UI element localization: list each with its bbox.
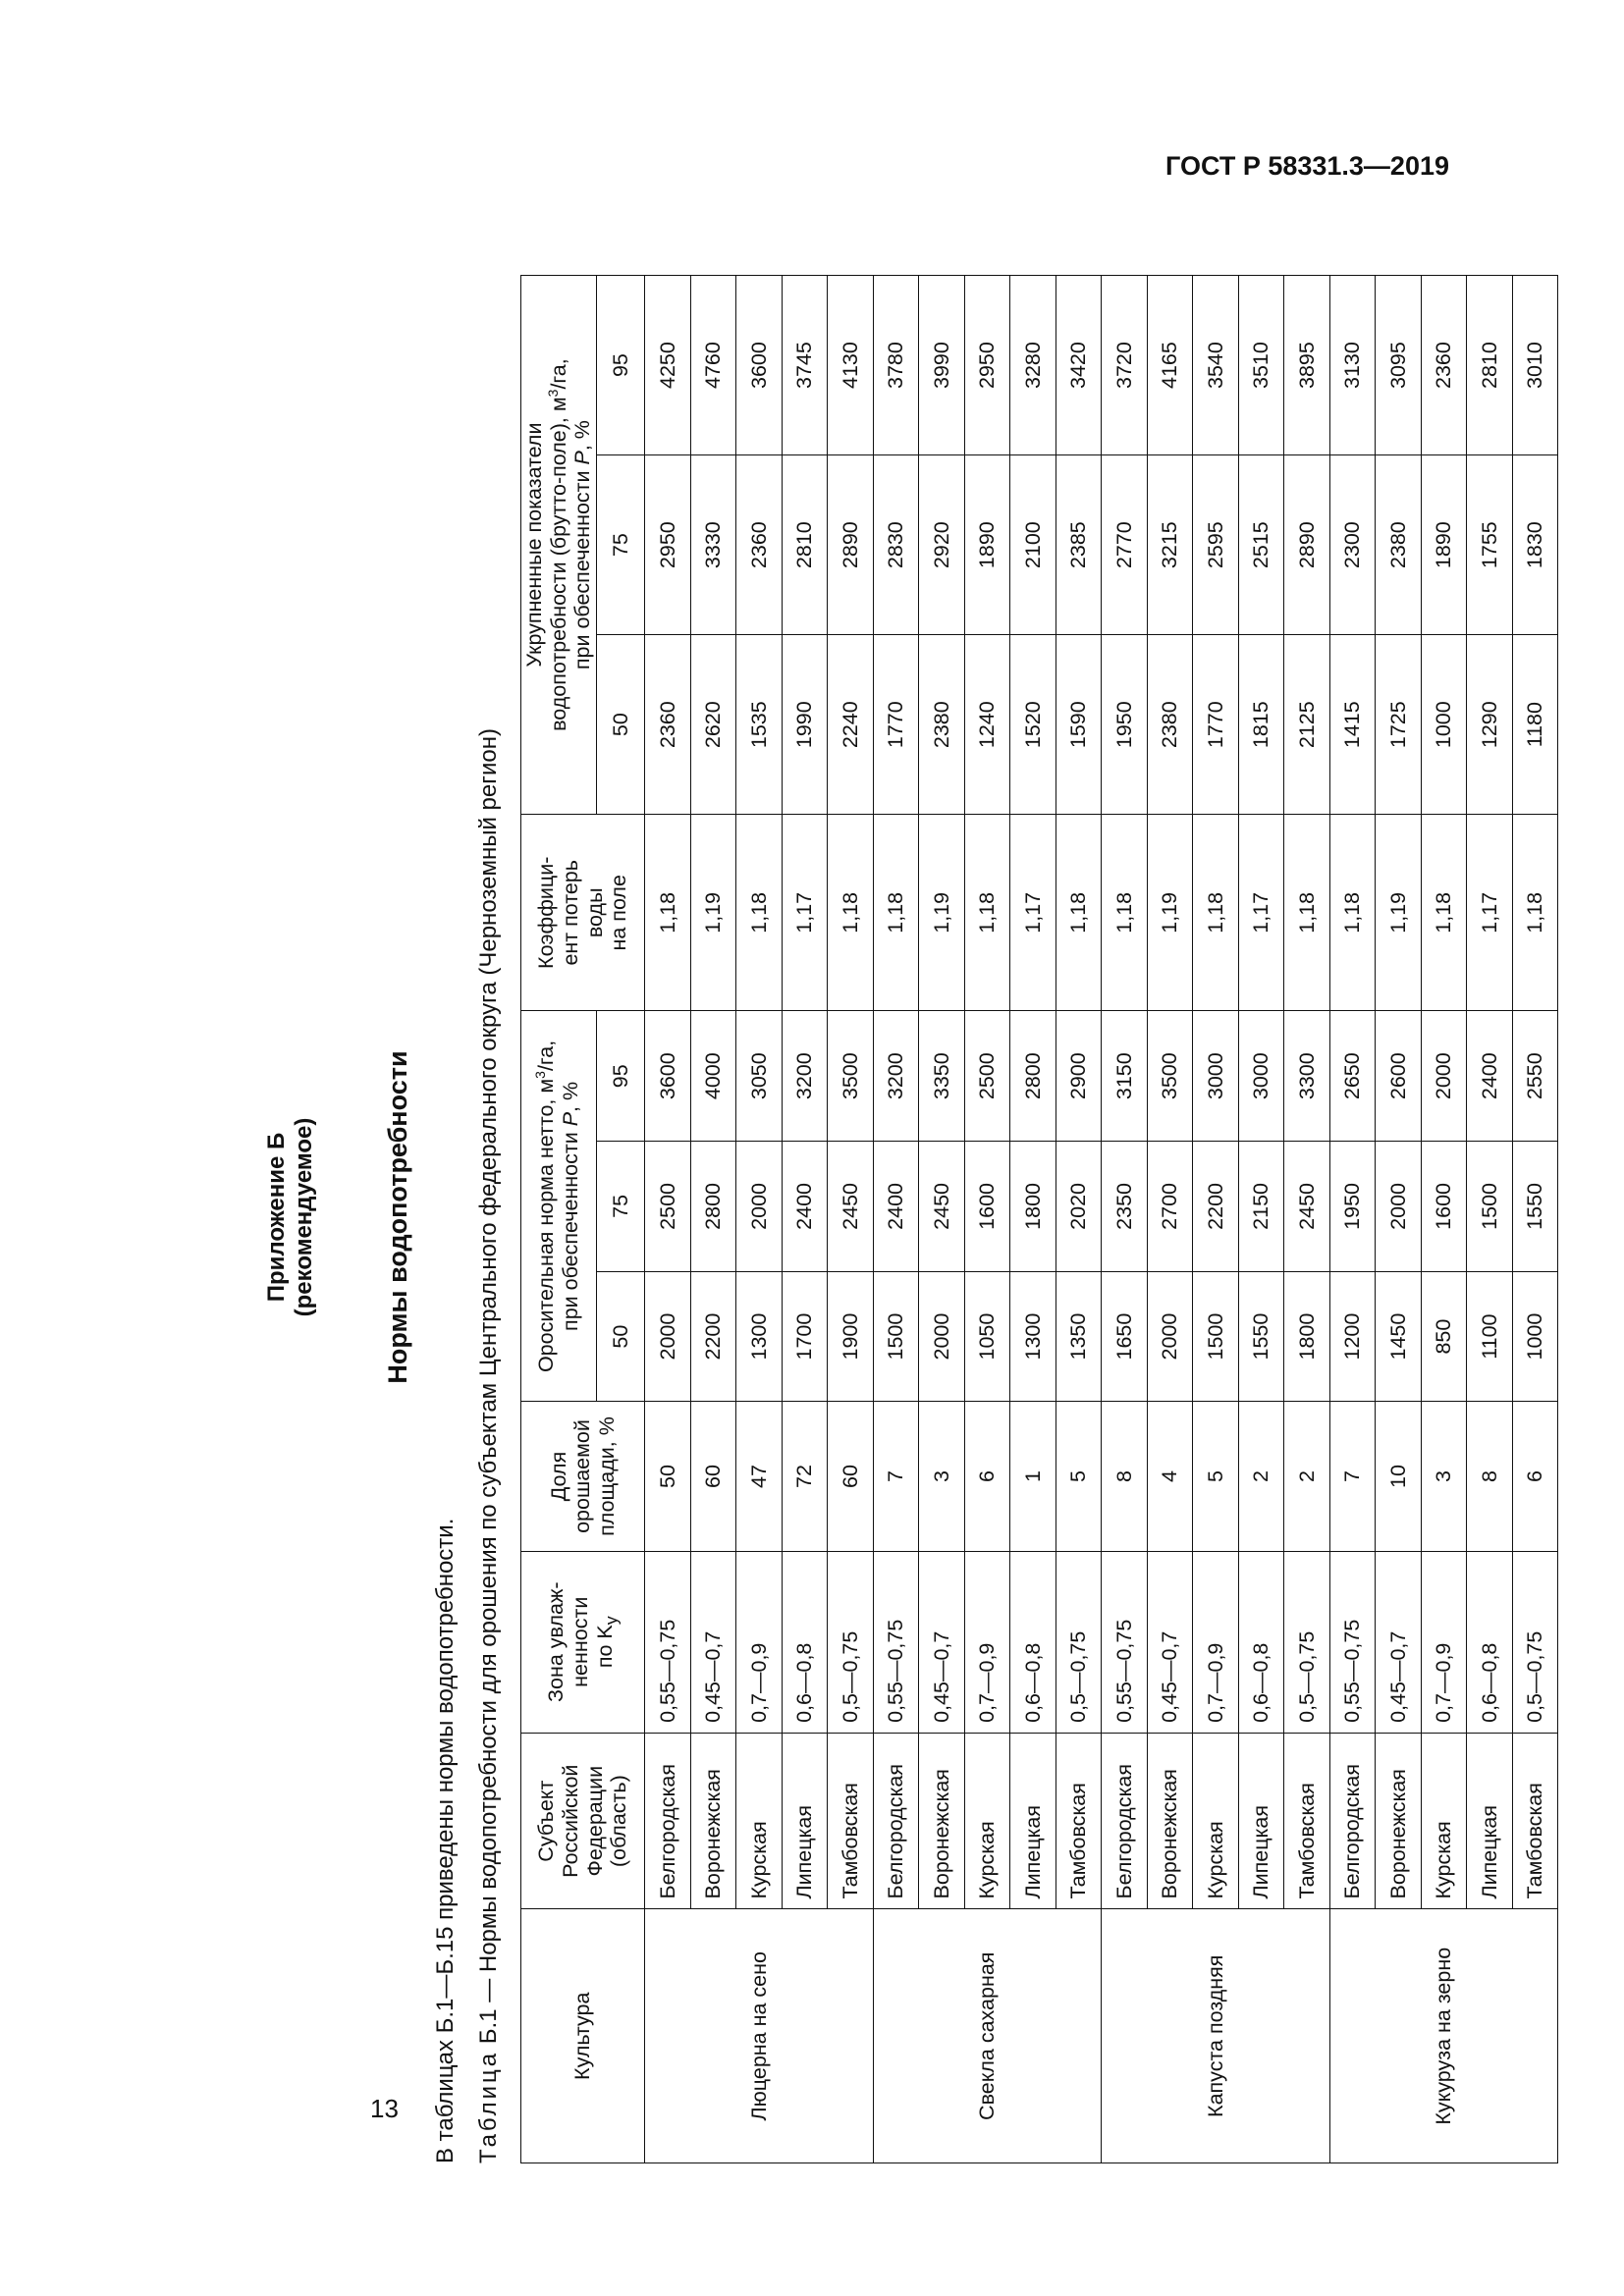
cell-n95: 2600 [1376, 1011, 1422, 1142]
cell-region: Белгородская [873, 1733, 919, 1909]
cell-n50: 1800 [1284, 1271, 1330, 1402]
cell-g50: 1725 [1376, 635, 1422, 815]
cell-g75: 1755 [1467, 455, 1513, 635]
cell-n50: 2000 [1147, 1271, 1193, 1402]
header-gross-p75: 75 [597, 455, 645, 635]
header-coef-line: воды [582, 887, 607, 938]
cell-zone: 0,5—0,75 [828, 1551, 874, 1733]
cell-n50: 1100 [1467, 1271, 1513, 1402]
cell-n50: 1300 [736, 1271, 783, 1402]
cell-share: 10 [1376, 1402, 1422, 1551]
cell-g95: 3745 [782, 276, 828, 455]
table-row [1329, 276, 1376, 2163]
header-zone-subscript: у [601, 1616, 622, 1626]
cell-g75: 2515 [1238, 455, 1284, 635]
cell-zone: 0,45—0,7 [690, 1551, 736, 1733]
cell-g50: 1950 [1102, 635, 1148, 815]
table-row [782, 276, 828, 2163]
cell-coef: 1,18 [964, 815, 1010, 1011]
header-gross-line: водопотребности (брутто-поле), $м^3/га$, [544, 358, 570, 731]
table-row [964, 276, 1010, 2163]
cell-zone: 0,45—0,7 [1376, 1551, 1422, 1733]
cell-g50: 1590 [1056, 635, 1102, 815]
cell-share: 72 [782, 1402, 828, 1551]
cell-g95: 4760 [690, 276, 736, 455]
header-region-line: Субъект [534, 1780, 559, 1862]
cell-share: 6 [964, 1402, 1010, 1551]
cell-g50: 1770 [1193, 635, 1239, 815]
header-net-line: при обеспеченности P, % [559, 1081, 583, 1331]
cell-n95: 3000 [1238, 1011, 1284, 1142]
cell-n95: 2000 [1421, 1011, 1467, 1142]
cell-g95: 3780 [873, 276, 919, 455]
header-region [521, 1733, 645, 1909]
header-net-p50: 50 [597, 1271, 645, 1402]
cell-n95: 2400 [1467, 1011, 1513, 1142]
cell-g95: 3130 [1329, 276, 1376, 455]
cell-g95: 3600 [736, 276, 783, 455]
cell-region: Воронежская [690, 1733, 736, 1909]
crop-cell: Свекла сахарная [873, 1909, 1102, 2163]
cell-region: Белгородская [1329, 1733, 1376, 1909]
cell-zone: 0,7—0,9 [1421, 1551, 1467, 1733]
cell-region: Тамбовская [1056, 1733, 1102, 1909]
cell-n50: 1450 [1376, 1271, 1422, 1402]
cell-g95: 3895 [1284, 276, 1330, 455]
cell-g75: 2890 [828, 455, 874, 635]
cell-n95: 2500 [964, 1011, 1010, 1142]
table-row [828, 276, 874, 2163]
intro-paragraph: В таблицах Б.1—Б.15 приведены нормы водопотребности. [432, 1518, 459, 2163]
cell-share: 3 [919, 1402, 965, 1551]
cell-n75: 2020 [1056, 1142, 1102, 1272]
cell-g50: 1180 [1512, 635, 1558, 815]
cell-coef: 1,18 [645, 815, 691, 1011]
cell-g50: 2620 [690, 635, 736, 815]
cell-n75: 2800 [690, 1142, 736, 1272]
cell-zone: 0,7—0,9 [736, 1551, 783, 1733]
header-net-p95: 95 [597, 1011, 645, 1142]
header-zone-line [593, 1555, 622, 1730]
cell-n75: 1600 [964, 1142, 1010, 1272]
cell-n95: 2900 [1056, 1011, 1102, 1142]
cell-g50: 2240 [828, 635, 874, 815]
cell-n95: 3200 [782, 1011, 828, 1142]
cell-share: 5 [1056, 1402, 1102, 1551]
cell-n75: 2450 [1284, 1142, 1330, 1272]
cell-share: 7 [1329, 1402, 1376, 1551]
section-title: Нормы водопотребности [383, 1050, 412, 1384]
cell-n75: 1800 [1010, 1142, 1056, 1272]
cell-zone: 0,5—0,75 [1056, 1551, 1102, 1733]
cell-share: 47 [736, 1402, 783, 1551]
cell-coef: 1,19 [919, 815, 965, 1011]
cell-region: Тамбовская [1284, 1733, 1330, 1909]
cell-n50: 2000 [919, 1271, 965, 1402]
cell-n75: 2400 [873, 1142, 919, 1272]
cell-g95: 4250 [645, 276, 691, 455]
cell-coef: 1,19 [690, 815, 736, 1011]
cell-region: Липецкая [782, 1733, 828, 1909]
table-row [1010, 276, 1056, 2163]
header-irrigated-share [521, 1402, 645, 1551]
cell-n95: 2650 [1329, 1011, 1376, 1142]
cell-region: Липецкая [1467, 1733, 1513, 1909]
cell-n50: 1500 [873, 1271, 919, 1402]
cell-n95: 3600 [645, 1011, 691, 1142]
cell-n95: 2800 [1010, 1011, 1056, 1142]
cell-g50: 2380 [1147, 635, 1193, 815]
cell-coef: 1,18 [1512, 815, 1558, 1011]
cell-n75: 1500 [1467, 1142, 1513, 1272]
cell-n75: 1950 [1329, 1142, 1376, 1272]
cell-zone: 0,6—0,8 [1467, 1551, 1513, 1733]
header-region-line: (область) [607, 1775, 631, 1868]
cell-region: Липецкая [1010, 1733, 1056, 1909]
cell-g50: 1415 [1329, 635, 1376, 815]
cell-g75: 3330 [690, 455, 736, 635]
cell-g50: 2125 [1284, 635, 1330, 815]
appendix-title: Приложение Б [263, 1132, 290, 1303]
header-region-line: Российской [558, 1764, 582, 1878]
cell-zone: 0,7—0,9 [964, 1551, 1010, 1733]
cell-g95: 3420 [1056, 276, 1102, 455]
cell-coef: 1,17 [1467, 815, 1513, 1011]
cell-n50: 2000 [645, 1271, 691, 1402]
cell-region: Курская [964, 1733, 1010, 1909]
table-row [1056, 276, 1102, 2163]
cell-n50: 1300 [1010, 1271, 1056, 1402]
cell-g75: 2380 [1376, 455, 1422, 635]
crop-cell: Кукуруза на зерно [1329, 1909, 1558, 2163]
header-gross-p50: 50 [597, 635, 645, 815]
cell-g75: 2810 [782, 455, 828, 635]
cell-n95: 3500 [828, 1011, 874, 1142]
cell-g50: 1240 [964, 635, 1010, 815]
cell-n50: 1550 [1238, 1271, 1284, 1402]
header-coef-line: ент потерь [558, 860, 582, 966]
cell-g95: 4130 [828, 276, 874, 455]
cell-n50: 850 [1421, 1271, 1467, 1402]
caption-prefix: Таблица [475, 2050, 502, 2163]
appendix-heading [263, 255, 319, 2179]
cell-share: 1 [1010, 1402, 1056, 1551]
table-row [1512, 276, 1558, 2163]
cell-n75: 2450 [828, 1142, 874, 1272]
appendix-subtitle: (рекомендуемое) [291, 1117, 318, 1317]
cell-g95: 2810 [1467, 276, 1513, 455]
cell-share: 6 [1512, 1402, 1558, 1551]
cell-g95: 3510 [1238, 276, 1284, 455]
cell-share: 60 [828, 1402, 874, 1551]
cell-n75: 2700 [1147, 1142, 1193, 1272]
cell-n50: 1900 [828, 1271, 874, 1402]
cell-region: Курская [1193, 1733, 1239, 1909]
cell-share: 50 [645, 1402, 691, 1551]
cell-region: Белгородская [1102, 1733, 1148, 1909]
cell-n75: 2150 [1238, 1142, 1284, 1272]
cell-zone: 0,55—0,75 [873, 1551, 919, 1733]
cell-zone: 0,6—0,8 [1238, 1551, 1284, 1733]
cell-region: Липецкая [1238, 1733, 1284, 1909]
cell-g95: 3540 [1193, 276, 1239, 455]
cell-n95: 3150 [1102, 1011, 1148, 1142]
header-gross-norm [521, 276, 597, 815]
table-row [873, 276, 919, 2163]
cell-share: 4 [1147, 1402, 1193, 1551]
cell-zone: 0,55—0,75 [645, 1551, 691, 1733]
cell-n50: 1050 [964, 1271, 1010, 1402]
cell-coef: 1,18 [1284, 815, 1330, 1011]
cell-zone: 0,5—0,75 [1284, 1551, 1330, 1733]
cell-region: Тамбовская [1512, 1733, 1558, 1909]
cell-g75: 1830 [1512, 455, 1558, 635]
header-share-line: площади, % [594, 1416, 619, 1536]
cell-n50: 1000 [1512, 1271, 1558, 1402]
cell-n75: 2450 [919, 1142, 965, 1272]
cell-n75: 2400 [782, 1142, 828, 1272]
cell-zone: 0,6—0,8 [1010, 1551, 1056, 1733]
cell-g75: 2595 [1193, 455, 1239, 635]
cell-zone: 0,55—0,75 [1102, 1551, 1148, 1733]
cell-zone: 0,55—0,75 [1329, 1551, 1376, 1733]
cell-n50: 1700 [782, 1271, 828, 1402]
cell-n95: 3500 [1147, 1011, 1193, 1142]
cell-n50: 1650 [1102, 1271, 1148, 1402]
cell-g50: 1770 [873, 635, 919, 815]
cell-region: Воронежская [1147, 1733, 1193, 1909]
cell-n75: 2000 [736, 1142, 783, 1272]
header-loss-coefficient [521, 815, 645, 1011]
header-moisture-zone [521, 1551, 645, 1733]
cell-g95: 3990 [919, 276, 965, 455]
table-row [1102, 276, 1148, 2163]
cell-coef: 1,19 [1147, 815, 1193, 1011]
cell-share: 7 [873, 1402, 919, 1551]
cell-zone: 0,45—0,7 [1147, 1551, 1193, 1733]
caption-text: Б.1 — Нормы водопотребности для орошения по субъектам Центрального федерального округа (Черноземный регион) [475, 727, 502, 2051]
table-row [1238, 276, 1284, 2163]
cell-n50: 1350 [1056, 1271, 1102, 1402]
cell-g50: 1290 [1467, 635, 1513, 815]
cell-share: 2 [1238, 1402, 1284, 1551]
cell-zone: 0,45—0,7 [919, 1551, 965, 1733]
cell-n75: 2200 [1193, 1142, 1239, 1272]
header-zone-k: по K [592, 1625, 617, 1669]
cell-share: 5 [1193, 1402, 1239, 1551]
cell-n50: 1200 [1329, 1271, 1376, 1402]
cell-g75: 2890 [1284, 455, 1330, 635]
water-norms-table [520, 275, 1558, 2163]
cell-g75: 2770 [1102, 455, 1148, 635]
cell-share: 8 [1102, 1402, 1148, 1551]
cell-g95: 2950 [964, 276, 1010, 455]
cell-n50: 2200 [690, 1271, 736, 1402]
cell-coef: 1,19 [1376, 815, 1422, 1011]
cell-coef: 1,18 [1193, 815, 1239, 1011]
cell-g95: 3095 [1376, 276, 1422, 455]
document-code: ГОСТ Р 58331.3—2019 [1165, 151, 1449, 181]
header-gross-p95: 95 [597, 276, 645, 455]
cell-zone: 0,7—0,9 [1193, 1551, 1239, 1733]
cell-region: Воронежская [919, 1733, 965, 1909]
cell-n75: 2000 [1376, 1142, 1422, 1272]
cell-n95: 3300 [1284, 1011, 1330, 1142]
table-row [690, 276, 736, 2163]
cell-share: 8 [1467, 1402, 1513, 1551]
cell-coef: 1,17 [1238, 815, 1284, 1011]
table-caption [475, 728, 503, 2163]
cell-g75: 2385 [1056, 455, 1102, 635]
cell-n95: 3200 [873, 1011, 919, 1142]
cell-n95: 3050 [736, 1011, 783, 1142]
cell-n95: 3350 [919, 1011, 965, 1142]
cell-g95: 3010 [1512, 276, 1558, 455]
table-row [1284, 276, 1330, 2163]
cell-share: 3 [1421, 1402, 1467, 1551]
header-zone-line: Зона увлаж- [544, 1581, 568, 1702]
cell-n95: 3000 [1193, 1011, 1239, 1142]
table-row [736, 276, 783, 2163]
header-net-p75: 75 [597, 1142, 645, 1272]
header-region-line: Федерации [582, 1765, 607, 1877]
cell-region: Курская [1421, 1733, 1467, 1909]
cell-region: Воронежская [1376, 1733, 1422, 1909]
cell-g75: 2920 [919, 455, 965, 635]
cell-g95: 2360 [1421, 276, 1467, 455]
header-coef-line: Коэффици- [534, 856, 559, 969]
header-share-line: Доля [546, 1451, 570, 1502]
cell-share: 2 [1284, 1402, 1330, 1551]
table-row [1421, 276, 1467, 2163]
cell-g95: 3280 [1010, 276, 1056, 455]
cell-g50: 1990 [782, 635, 828, 815]
cell-g95: 3720 [1102, 276, 1148, 455]
cell-g50: 2380 [919, 635, 965, 815]
table-row [1467, 276, 1513, 2163]
header-gross-line: при обеспеченности P, % [570, 420, 595, 670]
crop-cell: Капуста поздняя [1102, 1909, 1330, 2163]
cell-g50: 1000 [1421, 635, 1467, 815]
cell-coef: 1,18 [1329, 815, 1376, 1011]
cell-g75: 3215 [1147, 455, 1193, 635]
cell-n75: 2350 [1102, 1142, 1148, 1272]
cell-g50: 1815 [1238, 635, 1284, 815]
table-row [645, 276, 691, 2163]
cell-g50: 2360 [645, 635, 691, 815]
header-share-line: орошаемой [570, 1419, 595, 1533]
table-row [919, 276, 965, 2163]
crop-cell: Люцерна на сено [645, 1909, 874, 2163]
header-gross-line: Укрупненные показатели [522, 422, 546, 667]
cell-g75: 2300 [1329, 455, 1376, 635]
cell-n95: 2550 [1512, 1011, 1558, 1142]
table-row [1193, 276, 1239, 2163]
cell-zone: 0,6—0,8 [782, 1551, 828, 1733]
cell-coef: 1,17 [1010, 815, 1056, 1011]
cell-coef: 1,18 [873, 815, 919, 1011]
cell-g75: 2100 [1010, 455, 1056, 635]
cell-g50: 1535 [736, 635, 783, 815]
header-net-norm [521, 1011, 597, 1402]
cell-region: Белгородская [645, 1733, 691, 1909]
table-row [1147, 276, 1193, 2163]
cell-g75: 1890 [1421, 455, 1467, 635]
cell-coef: 1,18 [828, 815, 874, 1011]
cell-coef: 1,18 [1056, 815, 1102, 1011]
cell-g50: 1520 [1010, 635, 1056, 815]
cell-n75: 2500 [645, 1142, 691, 1272]
cell-region: Курская [736, 1733, 783, 1909]
cell-g75: 2360 [736, 455, 783, 635]
cell-coef: 1,18 [1102, 815, 1148, 1011]
cell-region: Тамбовская [828, 1733, 874, 1909]
cell-g75: 2950 [645, 455, 691, 635]
cell-n95: 4000 [690, 1011, 736, 1142]
cell-n75: 1600 [1421, 1142, 1467, 1272]
cell-g75: 1890 [964, 455, 1010, 635]
cell-zone: 0,5—0,75 [1512, 1551, 1558, 1733]
cell-n75: 1550 [1512, 1142, 1558, 1272]
table-row [1376, 276, 1422, 2163]
page-number: 13 [370, 2094, 399, 2123]
cell-coef: 1,18 [1421, 815, 1467, 1011]
cell-n50: 1500 [1193, 1271, 1239, 1402]
header-crop: Культура [521, 1909, 645, 2163]
cell-coef: 1,18 [736, 815, 783, 1011]
cell-coef: 1,17 [782, 815, 828, 1011]
table-body [645, 276, 1558, 2163]
header-net-line: Оросительная норма нетто, $м^3/га$, [532, 1040, 559, 1373]
cell-g75: 2830 [873, 455, 919, 635]
cell-share: 60 [690, 1402, 736, 1551]
header-zone-line: ненности [568, 1596, 593, 1687]
header-coef-line: на поле [607, 875, 631, 951]
cell-g95: 4165 [1147, 276, 1193, 455]
rotated-page-content [263, 255, 1547, 2179]
